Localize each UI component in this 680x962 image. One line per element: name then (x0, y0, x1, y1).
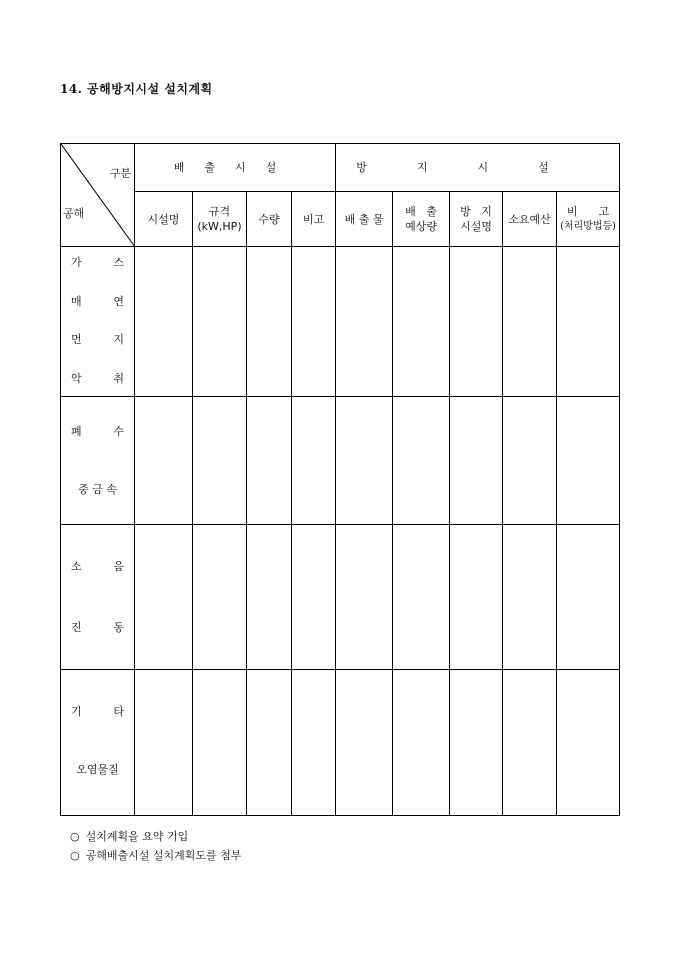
input-cell[interactable] (503, 247, 557, 397)
row-label-wastewater: 폐 수 중 금 속 (61, 397, 135, 525)
table-row-wastewater (61, 397, 620, 525)
input-cell[interactable] (503, 670, 557, 816)
col-remark-prevention: 비 고 (처리방법등) (557, 192, 620, 247)
col-prevention-facility-name: 방 지 시설명 (450, 192, 503, 247)
row-label-noise: 소 음 진 동 (61, 525, 135, 670)
col-remark-emission: 비고 (292, 192, 336, 247)
input-cell[interactable] (450, 670, 503, 816)
pollution-prevention-table (60, 143, 620, 816)
input-cell[interactable] (557, 670, 620, 816)
input-cell[interactable] (193, 525, 247, 670)
col-spec: 규격 (kW,HP) (193, 192, 247, 247)
input-cell[interactable] (557, 397, 620, 525)
input-cell[interactable] (135, 397, 193, 525)
input-cell[interactable] (336, 247, 393, 397)
corner-label-category: 구분 (109, 167, 131, 180)
section-title: 14. 공해방지시설 설치계획 (60, 82, 213, 96)
header-emission-facility: 배출시설 (135, 144, 336, 192)
input-cell[interactable] (393, 670, 450, 816)
input-cell[interactable] (247, 670, 292, 816)
input-cell[interactable] (292, 525, 336, 670)
col-emission-expected: 배 출 예상량 (393, 192, 450, 247)
input-cell[interactable] (247, 525, 292, 670)
header-prevention-facility: 방지시설 (336, 144, 620, 192)
note-item: ○ 공해배출시설 설치계획도를 첨부 (70, 849, 242, 862)
input-cell[interactable] (135, 247, 193, 397)
table-row-noise (61, 525, 620, 670)
input-cell[interactable] (193, 397, 247, 525)
note-item: ○ 설치계획을 요약 기입 (70, 830, 189, 843)
input-cell[interactable] (135, 670, 193, 816)
input-cell[interactable] (336, 397, 393, 525)
input-cell[interactable] (557, 247, 620, 397)
input-cell[interactable] (503, 397, 557, 525)
input-cell[interactable] (135, 525, 193, 670)
header-corner-cell (61, 144, 135, 247)
input-cell[interactable] (193, 247, 247, 397)
table-row-gas (61, 247, 620, 397)
col-facility-name: 시설명 (135, 192, 193, 247)
input-cell[interactable] (292, 397, 336, 525)
diagonal-line (61, 144, 135, 247)
table-row-other (61, 670, 620, 816)
col-quantity: 수량 (247, 192, 292, 247)
input-cell[interactable] (336, 670, 393, 816)
input-cell[interactable] (292, 247, 336, 397)
input-cell[interactable] (393, 397, 450, 525)
row-label-gas: 가 스 매 연 먼 지 악 취 (61, 247, 135, 397)
col-budget: 소요예산 (503, 192, 557, 247)
input-cell[interactable] (193, 670, 247, 816)
input-cell[interactable] (450, 397, 503, 525)
input-cell[interactable] (393, 247, 450, 397)
input-cell[interactable] (247, 247, 292, 397)
col-emission-material: 배 출 물 (336, 192, 393, 247)
notes (70, 827, 241, 865)
input-cell[interactable] (292, 670, 336, 816)
input-cell[interactable] (393, 525, 450, 670)
input-cell[interactable] (450, 525, 503, 670)
input-cell[interactable] (450, 247, 503, 397)
input-cell[interactable] (557, 525, 620, 670)
input-cell[interactable] (503, 525, 557, 670)
input-cell[interactable] (336, 525, 393, 670)
input-cell[interactable] (247, 397, 292, 525)
corner-label-pollution: 공해 (63, 207, 85, 220)
row-label-other: 기 타 오염물질 (61, 670, 135, 816)
